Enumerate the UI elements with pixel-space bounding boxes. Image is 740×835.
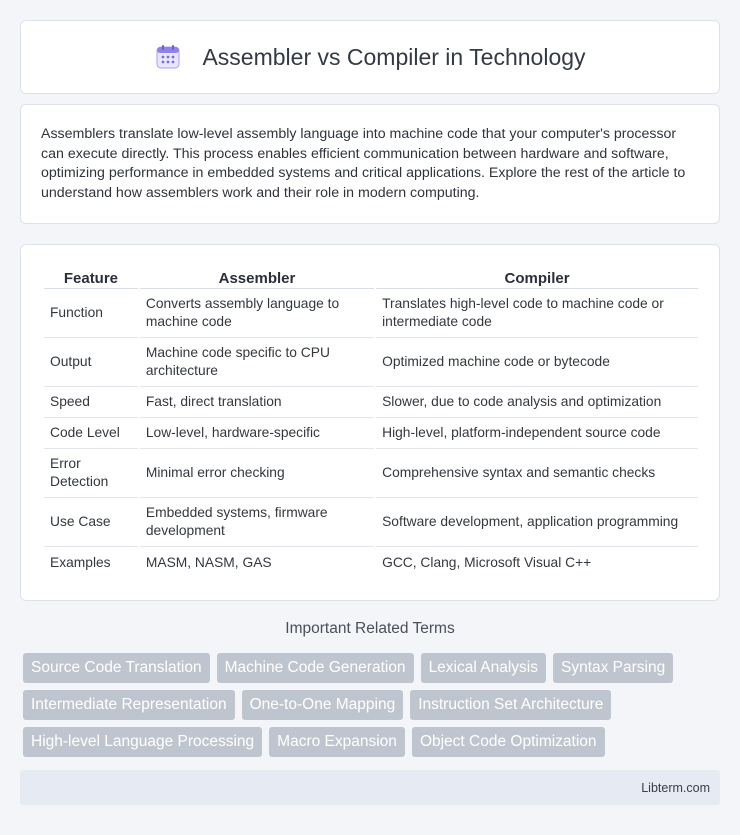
compiler-cell: GCC, Clang, Microsoft Visual C++ xyxy=(382,554,592,570)
page-title: Assembler vs Compiler in Technology xyxy=(202,43,586,70)
header-compiler: Compiler xyxy=(376,265,698,289)
related-term-tag[interactable]: Macro Expansion xyxy=(269,727,405,757)
table-row xyxy=(44,418,698,449)
feature-cell: Error Detection xyxy=(44,449,138,498)
assembler-cell: Machine code specific to CPU architecture xyxy=(140,338,374,387)
related-term-tag[interactable]: Lexical Analysis xyxy=(421,653,546,683)
related-term-tag[interactable]: Syntax Parsing xyxy=(553,653,673,683)
related-terms-list xyxy=(23,653,723,764)
assembler-cell: MASM, NASM, GAS xyxy=(145,554,272,570)
table-row xyxy=(44,387,698,418)
related-term-tag[interactable]: Intermediate Representation xyxy=(23,690,235,720)
feature-cell: Speed xyxy=(44,387,138,418)
related-terms-title: Important Related Terms xyxy=(285,620,455,637)
feature-cell: Code Level xyxy=(44,418,138,449)
feature-cell: Output xyxy=(44,338,138,387)
related-term-tag[interactable]: Machine Code Generation xyxy=(217,653,414,683)
table-row xyxy=(44,289,698,338)
feature-cell: Function xyxy=(44,289,138,338)
assembler-cell: Converts assembly language to machine code xyxy=(140,289,374,338)
calendar-grid-icon xyxy=(154,43,182,71)
assembler-cell: Embedded systems, firmware development xyxy=(140,498,374,547)
header-assembler: Assembler xyxy=(140,265,374,289)
table-header-row xyxy=(44,265,698,289)
assembler-cell: Minimal error checking xyxy=(140,449,374,498)
footer xyxy=(20,770,720,805)
compiler-cell: Translates high-level code to machine code or intermediate code xyxy=(376,289,698,338)
header xyxy=(154,43,585,71)
compiler-cell: Optimized machine code or bytecode xyxy=(376,338,698,387)
header-card xyxy=(20,20,720,94)
compiler-cell: High-level, platform-independent source code xyxy=(376,418,698,449)
related-term-tag[interactable]: Source Code Translation xyxy=(23,653,210,683)
table-row xyxy=(44,338,698,387)
comparison-table xyxy=(42,265,700,578)
feature-cell: Examples xyxy=(50,554,111,570)
compiler-cell: Comprehensive syntax and semantic checks xyxy=(376,449,698,498)
related-term-tag[interactable]: One-to-One Mapping xyxy=(242,690,404,720)
related-term-tag[interactable]: Object Code Optimization xyxy=(412,727,605,757)
footer-site-link[interactable]: Libterm.com xyxy=(641,780,710,795)
comparison-table-card xyxy=(20,244,720,601)
header-feature: Feature xyxy=(44,265,138,289)
table-row xyxy=(44,449,698,498)
compiler-cell: Software development, application programming xyxy=(376,498,698,547)
intro-card xyxy=(20,104,720,224)
assembler-cell: Fast, direct translation xyxy=(140,387,374,418)
compiler-cell: Slower, due to code analysis and optimization xyxy=(376,387,698,418)
assembler-cell: Low-level, hardware-specific xyxy=(140,418,374,449)
related-term-tag[interactable]: High-level Language Processing xyxy=(23,727,262,757)
table-row xyxy=(44,498,698,547)
feature-cell: Use Case xyxy=(44,498,138,547)
intro-paragraph: Assemblers translate low-level assembly language into machine code that your computer's processor can execute directly. This process enables efficient communication between hardware and software, optimizing performance in embedded systems and critical applications. Explore the rest of the article to understand how assemblers work and their role in modern computing. xyxy=(41,126,686,201)
table-row xyxy=(44,547,698,578)
related-term-tag[interactable]: Instruction Set Architecture xyxy=(410,690,611,720)
